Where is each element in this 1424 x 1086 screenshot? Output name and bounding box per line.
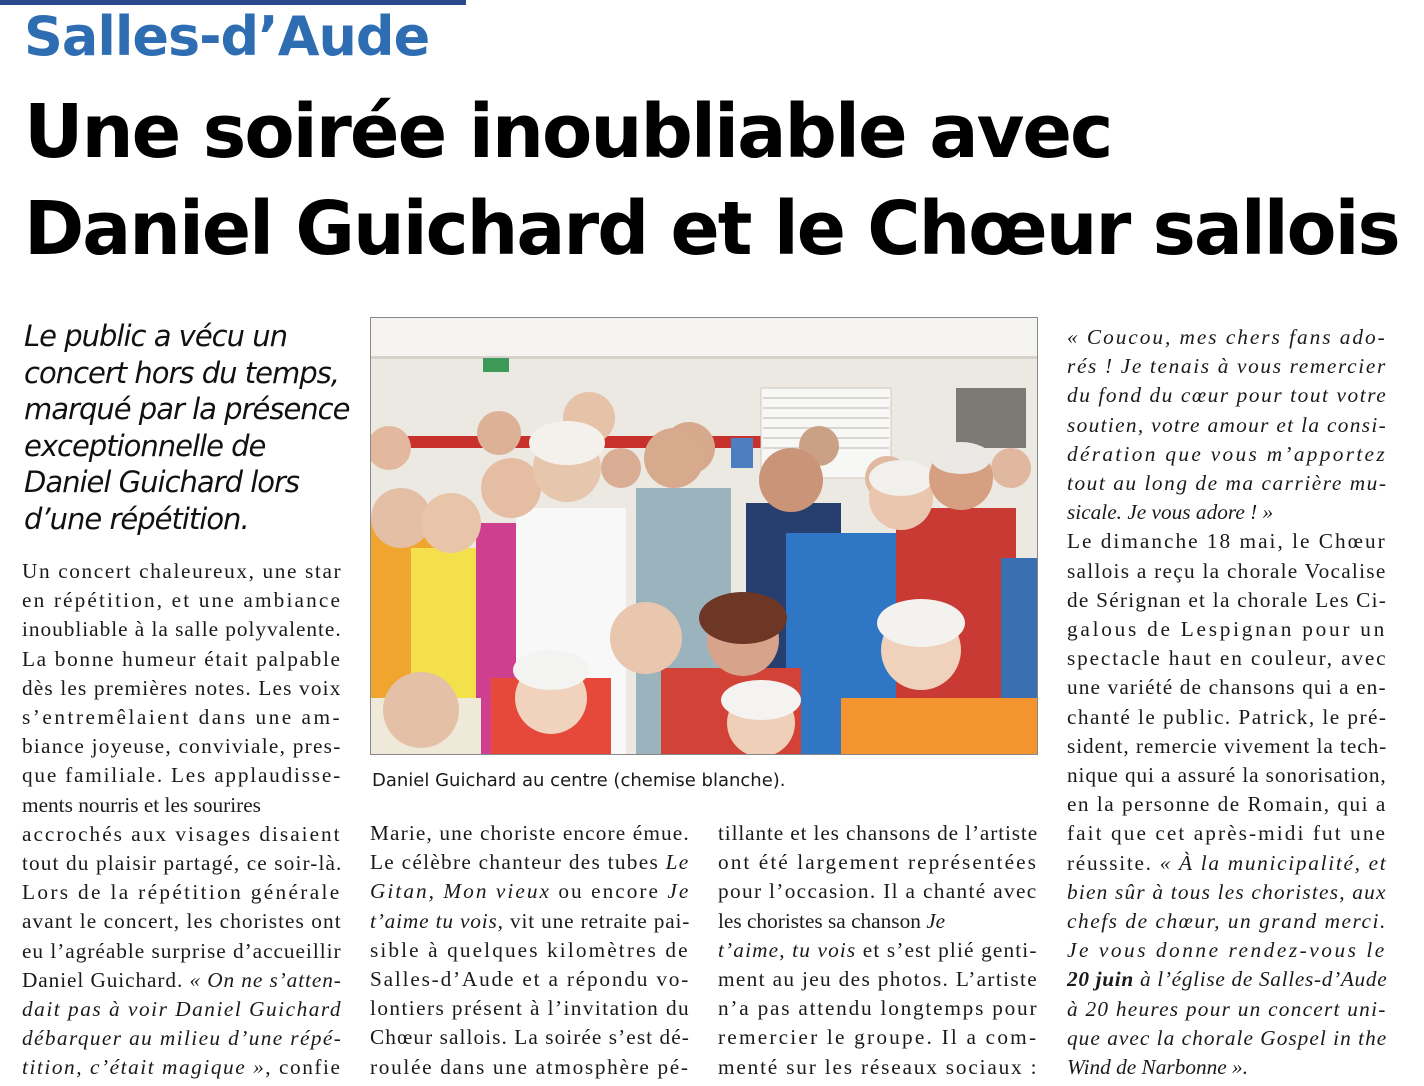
text-line: Salles-d’Aude et a répondu vo- — [370, 967, 691, 992]
group-photo-illustration — [371, 318, 1037, 754]
text-line: tillante et les chansons de l’artiste — [718, 821, 1039, 845]
quote-line: bien sûr à tous les choristes, aux — [1067, 879, 1387, 904]
quote-line: rés ! Je tenais à vous remercier — [1067, 354, 1387, 379]
text-line: fait que cet après-midi fut une — [1067, 821, 1388, 846]
quote-line: chefs de chœur, un grand merci. — [1067, 909, 1387, 934]
text-line: tout du plaisir partagé, ce soir-là. — [22, 851, 343, 876]
text-span: ou encore — [551, 879, 668, 904]
text-line: que familiale. Les applaudisse- — [22, 763, 342, 788]
text-line: galous de Lespignan pour un — [1067, 617, 1388, 642]
text-span: vit une retraite pai- — [503, 908, 691, 933]
text-line — [718, 907, 1038, 936]
headline-line-2: Daniel Guichard et le Chœur sallois — [24, 186, 1399, 272]
text-line: nique qui a assuré la sonorisation, — [1067, 763, 1387, 788]
quote-span: « On ne s’atten- — [189, 967, 342, 992]
quote-line: tout au long de ma carrière mu- — [1067, 471, 1388, 496]
text-line: en répétition, et une ambiance — [22, 588, 343, 613]
text-line: avant le concert, les choristes ont — [22, 909, 342, 934]
text-line: roulée dans une atmosphère pé- — [370, 1054, 690, 1079]
text-span: et s’est plié genti- — [856, 937, 1038, 962]
article-column-2 — [370, 819, 690, 1082]
quote-span: tition, c’était magique » — [22, 1055, 266, 1080]
article-column-1 — [22, 557, 342, 1083]
section-kicker: Salles-d’Aude — [24, 5, 430, 68]
quote-line: sicale. Je vous adore ! » — [1067, 500, 1274, 525]
text-span: , confie — [265, 1055, 342, 1080]
text-line: spectacle haut en couleur, avec — [1067, 646, 1388, 671]
text-span: Daniel Guichard. — [22, 967, 190, 992]
text-line: ments nourris et les sourires — [22, 792, 261, 817]
standfirst-line: concert hors du temps, — [24, 355, 339, 390]
quote-line: dération que vous m’apportez — [1067, 441, 1387, 466]
title-span: Le — [665, 850, 690, 875]
quote-line: du fond du cœur pour tout votre — [1067, 383, 1388, 408]
text-line: s’entremêlaient dans une am- — [22, 705, 343, 730]
quote-line: « Coucou, mes chers fans ado- — [1067, 325, 1387, 349]
photo-caption: Daniel Guichard au centre (chemise blanche). — [372, 770, 786, 791]
text-line: ont été largement représentées — [718, 850, 1039, 875]
quote-line — [1067, 965, 1387, 994]
title-span: Je — [926, 908, 946, 933]
title-span: Gitan, Mon vieux — [370, 879, 551, 904]
text-span: Le célèbre chanteur des tubes — [370, 850, 666, 875]
headline — [24, 84, 1414, 278]
text-line: Lors de la répétition générale — [22, 880, 342, 905]
text-line — [1067, 849, 1387, 878]
text-line: biance joyeuse, conviviale, pres- — [22, 734, 342, 759]
text-line: pour l’occasion. Il a chanté avec — [718, 879, 1038, 904]
text-line — [370, 877, 690, 906]
text-line: La bonne humeur était palpable — [22, 646, 342, 671]
text-line — [370, 848, 690, 877]
text-line — [22, 1053, 342, 1082]
text-span: les choristes sa chanson — [718, 908, 927, 933]
standfirst-line: marqué par la présence — [24, 392, 350, 426]
text-line: n’a pas attendu longtemps pour — [718, 996, 1039, 1021]
title-span: Je — [667, 879, 691, 904]
text-line: ment au jeu des photos. L’artiste — [718, 967, 1039, 992]
text-line — [718, 936, 1038, 965]
text-line: sident, remercie vivement la tech- — [1067, 733, 1388, 758]
title-span: t’aime tu vois, — [370, 908, 504, 933]
text-line: sible à quelques kilomètres de — [370, 937, 690, 962]
text-line: accrochés aux visages disaient — [22, 821, 342, 846]
text-line: en la personne de Romain, qui a — [1067, 792, 1387, 817]
headline-line-1: Une soirée inoubliable avec — [24, 89, 1112, 175]
text-line: lontiers présent à l’invitation du — [370, 996, 691, 1021]
standfirst-line: d’une répétition. — [24, 501, 249, 536]
date-highlight: 20 juin — [1067, 967, 1134, 992]
text-span: réussite. — [1067, 850, 1160, 875]
text-line: de Sérignan et la chorale Les Ci- — [1067, 587, 1388, 612]
quote-line: Je vous donne rendez-vous le — [1067, 938, 1387, 963]
text-line: remercier le groupe. Il a com- — [718, 1025, 1039, 1050]
quote-span: « À la municipalité, et — [1159, 850, 1388, 875]
text-line: Le dimanche 18 mai, le Chœur — [1067, 529, 1387, 554]
text-line: Marie, une choriste encore émue. — [370, 821, 690, 845]
text-line: menté sur les réseaux sociaux : — [718, 1054, 1039, 1079]
text-line: chanté le public. Patrick, le pré- — [1067, 704, 1388, 729]
text-line: Chœur sallois. La soirée s’est dé- — [370, 1025, 690, 1050]
standfirst — [24, 318, 354, 537]
quote-line: Wind de Narbonne ». — [1067, 1055, 1249, 1080]
text-line: inoubliable à la salle polyvalente. — [22, 617, 342, 642]
quote-line: soutien, votre amour et la consi- — [1067, 412, 1388, 437]
quote-line: dait pas à voir Daniel Guichard — [22, 997, 343, 1022]
group-photo — [370, 317, 1038, 755]
standfirst-line: Le public a vécu un — [24, 319, 287, 353]
text-line: sallois a reçu la chorale Vocalise — [1067, 558, 1387, 583]
quote-line: que avec la chorale Gospel in the — [1067, 1025, 1388, 1050]
quote-line: débarquer au milieu d’une répé- — [22, 1026, 343, 1051]
article-column-3 — [718, 819, 1038, 1082]
article-column-4 — [1067, 323, 1387, 1082]
title-span: t’aime, tu vois — [718, 937, 857, 962]
text-line: eu l’agréable surprise d’accueillir — [22, 938, 342, 963]
quote-span: à l’église de Salles-d’Aude — [1133, 967, 1388, 992]
standfirst-line: Daniel Guichard lors — [24, 465, 300, 499]
standfirst-line: exceptionnelle de — [24, 428, 266, 463]
text-line — [22, 966, 342, 995]
text-line: Un concert chaleureux, une star — [22, 559, 343, 583]
text-line: dès les premières notes. Les voix — [22, 675, 342, 700]
text-line — [370, 907, 690, 936]
quote-line: à 20 heures pour un concert uni- — [1067, 996, 1387, 1021]
text-line: une variété de chansons qui a en- — [1067, 675, 1387, 700]
